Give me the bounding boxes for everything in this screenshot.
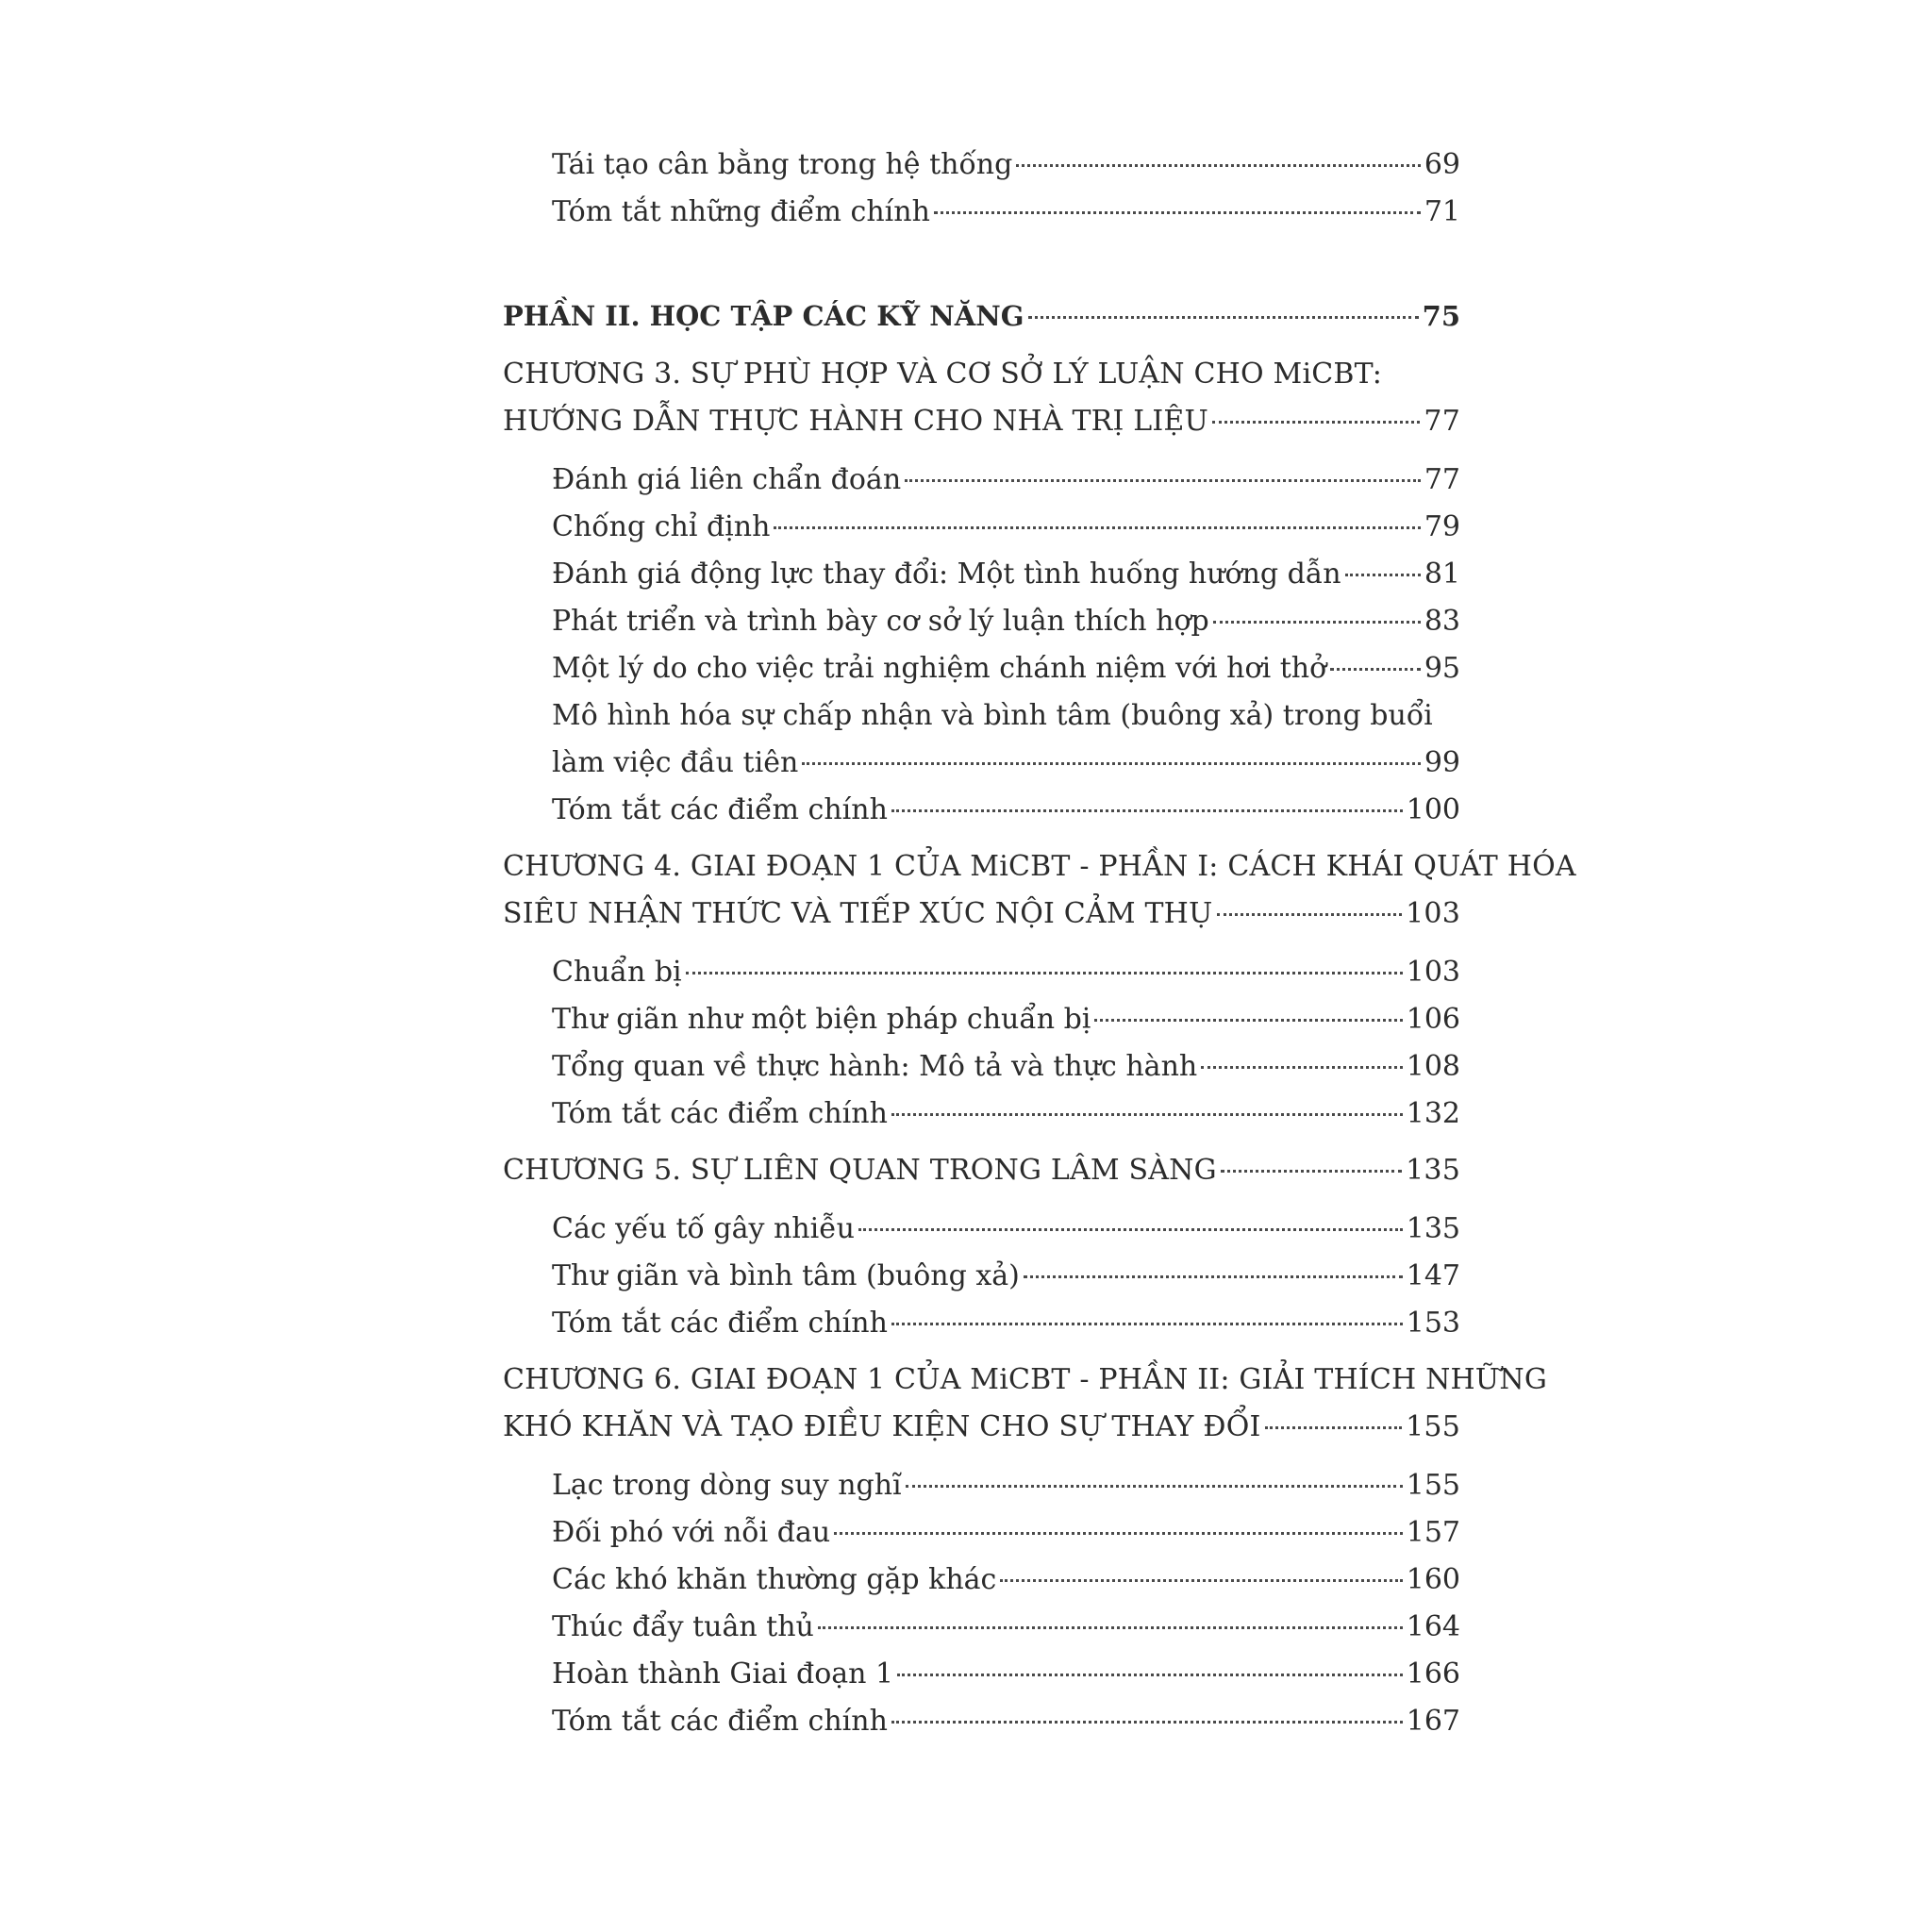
entry-title: Một lý do cho việc trải nghiệm chánh niệm với hơi thở — [552, 652, 1327, 685]
page-number: 71 — [1424, 195, 1460, 228]
entry-title: Tóm tắt các điểm chính — [552, 793, 888, 826]
chapter-title-line: CHƯƠNG 6. GIAI ĐOẠN 1 CỦA MiCBT - PHẦN II: GIẢI THÍCH NHỮNG — [503, 1363, 1548, 1396]
chapter-block — [503, 1147, 1460, 1347]
dot-leader — [1028, 316, 1419, 319]
page-number: 103 — [1406, 897, 1460, 930]
spacer — [503, 938, 1460, 949]
dot-leader — [818, 1626, 1403, 1629]
page-number: 83 — [1424, 605, 1460, 638]
dot-leader — [1345, 574, 1421, 576]
page-number: 155 — [1406, 1469, 1460, 1502]
toc-section-entry[interactable] — [503, 645, 1460, 692]
entry-title: HƯỚNG DẪN THỰC HÀNH CHO NHÀ TRỊ LIỆU — [503, 405, 1209, 438]
dot-leader — [1201, 1066, 1403, 1069]
toc-section-entry[interactable] — [503, 1253, 1460, 1300]
toc-section-entry[interactable] — [503, 996, 1460, 1043]
page-number: 164 — [1406, 1610, 1460, 1643]
toc-section-entry[interactable] — [503, 504, 1460, 551]
toc-section-entry[interactable] — [503, 551, 1460, 598]
toc-section-entry[interactable] — [503, 189, 1460, 236]
page-number: 95 — [1424, 652, 1460, 685]
toc-section-entry[interactable] — [503, 1300, 1460, 1347]
spacer — [503, 445, 1460, 457]
page-number: 79 — [1424, 510, 1460, 543]
page-number: 106 — [1406, 1003, 1460, 1036]
entry-title: Tóm tắt những điểm chính — [552, 195, 930, 228]
page-number: 167 — [1406, 1705, 1460, 1738]
chapter-block — [503, 843, 1576, 1138]
part-heading — [503, 292, 1460, 340]
page-number: 155 — [1406, 1410, 1460, 1443]
entry-title: Tái tạo cân bằng trong hệ thống — [552, 148, 1013, 181]
dot-leader — [802, 762, 1421, 765]
entry-title: Tóm tắt các điểm chính — [552, 1307, 888, 1340]
dot-leader — [1000, 1579, 1402, 1582]
toc-section-entry[interactable] — [503, 457, 1460, 504]
page-number: 77 — [1424, 463, 1460, 496]
toc-section-entry[interactable] — [503, 1651, 1460, 1698]
dot-leader — [1213, 621, 1421, 624]
toc-section-entry[interactable] — [503, 1043, 1460, 1091]
toc-section-entry[interactable] — [503, 1509, 1460, 1557]
toc-section-entry[interactable] — [503, 787, 1460, 834]
chapter-title-line: CHƯƠNG 3. SỰ PHÙ HỢP VÀ CƠ SỞ LÝ LUẬN CHO MiCBT: — [503, 358, 1383, 391]
dot-leader — [1016, 164, 1420, 167]
section-title-line: Mô hình hóa sự chấp nhận và bình tâm (buông xả) trong buổi — [552, 699, 1433, 732]
entry-title: Tóm tắt các điểm chính — [552, 1097, 888, 1130]
entry-title: Đối phó với nỗi đau — [552, 1516, 831, 1549]
page-number: 81 — [1424, 558, 1460, 591]
dot-leader — [1024, 1275, 1403, 1278]
page-number: 132 — [1406, 1097, 1460, 1130]
entry-title: CHƯƠNG 5. SỰ LIÊN QUAN TRONG LÂM SÀNG — [503, 1154, 1217, 1187]
dot-leader — [1221, 1170, 1402, 1173]
toc-chapter-entry[interactable] — [503, 891, 1460, 938]
entry-title: KHÓ KHĂN VÀ TẠO ĐIỀU KIỆN CHO SỰ THAY ĐỔI — [503, 1410, 1261, 1443]
dot-leader — [905, 479, 1421, 482]
page-number: 157 — [1406, 1516, 1460, 1549]
dot-leader — [897, 1674, 1403, 1676]
dot-leader — [1265, 1426, 1403, 1429]
entry-title: SIÊU NHẬN THỨC VÀ TIẾP XÚC NỘI CẢM THỤ — [503, 897, 1213, 930]
toc-part-entry[interactable] — [503, 292, 1460, 340]
page-number: 108 — [1406, 1050, 1460, 1083]
page-number: 77 — [1424, 405, 1460, 438]
entry-title: làm việc đầu tiên — [552, 746, 799, 779]
entry-title: Đánh giá liên chẩn đoán — [552, 463, 902, 496]
toc-section-entry[interactable] — [503, 1091, 1460, 1138]
toc-section-entry[interactable] — [503, 1557, 1460, 1604]
chapter-title-line: CHƯƠNG 4. GIAI ĐOẠN 1 CỦA MiCBT - PHẦN I: CÁCH KHÁI QUÁT HÓA — [503, 850, 1576, 883]
chapter-block — [503, 1357, 1548, 1745]
dot-leader — [891, 809, 1403, 812]
page-number: 69 — [1424, 148, 1460, 181]
dot-leader — [834, 1532, 1403, 1535]
table-of-contents — [503, 142, 1576, 1745]
dot-leader — [1094, 1019, 1402, 1022]
toc-chapter-entry[interactable] — [503, 1404, 1460, 1451]
entry-title: Thư giãn như một biện pháp chuẩn bị — [552, 1003, 1091, 1036]
toc-section-entry[interactable] — [503, 1604, 1460, 1651]
page-number: 147 — [1406, 1259, 1460, 1292]
entry-title: Phát triển và trình bày cơ sở lý luận thích hợp — [552, 605, 1209, 638]
toc-section-entry[interactable] — [503, 598, 1460, 645]
entry-title: Tóm tắt các điểm chính — [552, 1705, 888, 1738]
dot-leader — [686, 972, 1403, 974]
page-number: 100 — [1406, 793, 1460, 826]
entry-title: Chống chỉ định — [552, 510, 771, 543]
dot-leader — [906, 1485, 1403, 1488]
page-number: 135 — [1406, 1154, 1460, 1187]
toc-chapter-entry[interactable] — [503, 398, 1460, 445]
entry-title: Hoàn thành Giai đoạn 1 — [552, 1657, 894, 1690]
dot-leader — [891, 1323, 1403, 1325]
entry-title: Thúc đẩy tuân thủ — [552, 1610, 814, 1643]
page-number: 166 — [1406, 1657, 1460, 1690]
dot-leader — [891, 1721, 1403, 1724]
toc-section-entry[interactable] — [503, 142, 1460, 189]
entry-title: PHẦN II. HỌC TẬP CÁC KỸ NĂNG — [503, 300, 1024, 332]
toc-section-entry[interactable] — [503, 1462, 1460, 1509]
page-number: 99 — [1424, 746, 1460, 779]
dot-leader — [891, 1113, 1403, 1116]
page-number: 160 — [1406, 1563, 1460, 1596]
toc-section-entry[interactable] — [503, 1698, 1460, 1745]
page-number: 135 — [1406, 1212, 1460, 1245]
entry-title: Tổng quan về thực hành: Mô tả và thực hành — [552, 1050, 1198, 1083]
entry-title: Lạc trong dòng suy nghĩ — [552, 1469, 902, 1502]
chapter-block — [503, 351, 1460, 834]
dot-leader — [934, 211, 1421, 214]
toc-section-entry[interactable] — [503, 949, 1460, 996]
page-number: 153 — [1406, 1307, 1460, 1340]
spacer — [503, 1194, 1460, 1206]
dot-leader — [1212, 421, 1420, 424]
entry-title: Đánh giá động lực thay đổi: Một tình huống hướng dẫn — [552, 558, 1341, 591]
dot-leader — [858, 1228, 1403, 1231]
dot-leader — [1217, 913, 1403, 916]
toc-section-entry[interactable] — [503, 740, 1460, 787]
dot-leader — [1330, 668, 1421, 671]
spacer — [503, 1451, 1460, 1462]
dot-leader — [774, 526, 1420, 529]
page-number: 75 — [1422, 300, 1460, 332]
entry-title: Các khó khăn thường gặp khác — [552, 1563, 997, 1596]
toc-chapter-entry[interactable] — [503, 1147, 1460, 1194]
entry-title: Thư giãn và bình tâm (buông xả) — [552, 1259, 1020, 1292]
page-number: 103 — [1406, 956, 1460, 989]
entry-title: Chuẩn bị — [552, 956, 682, 989]
toc-section-entry[interactable] — [503, 1206, 1460, 1253]
entry-title: Các yếu tố gây nhiễu — [552, 1212, 855, 1245]
